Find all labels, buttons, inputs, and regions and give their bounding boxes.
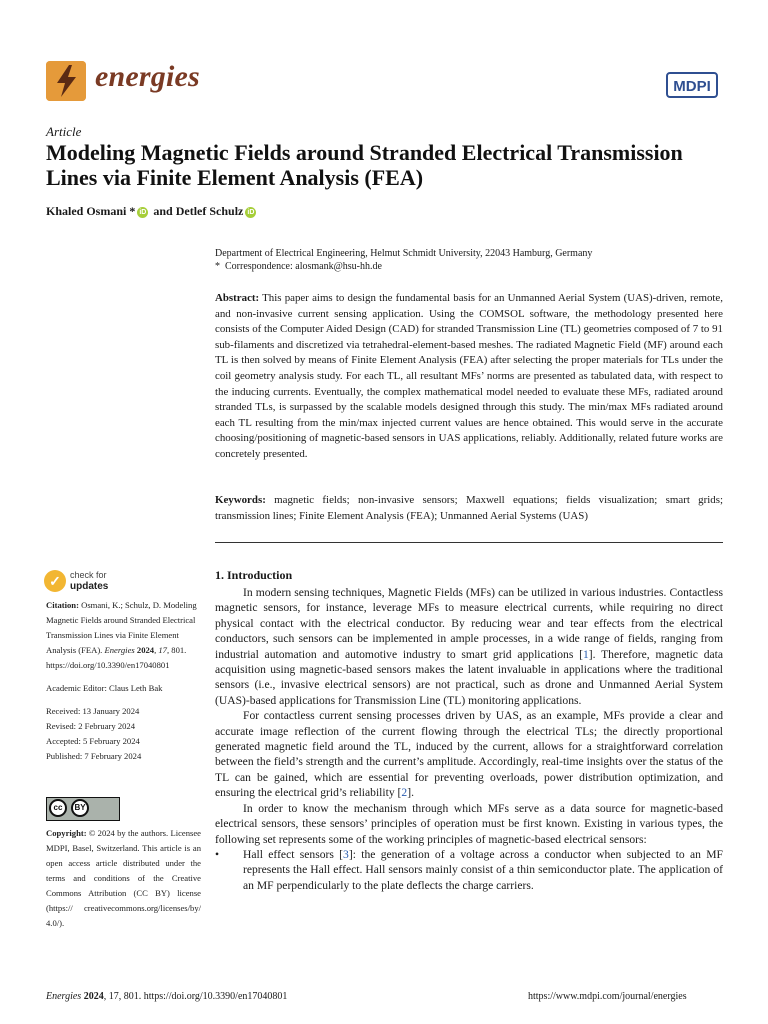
check-line-1: check for	[70, 570, 107, 580]
citation-volume: 17	[158, 645, 167, 655]
cc-by-license-badge[interactable]	[46, 797, 120, 821]
asterisk-marker: *	[215, 261, 225, 272]
check-icon: ✓	[44, 570, 66, 592]
footer-citation	[46, 991, 287, 1002]
article-type: Article	[46, 124, 82, 139]
copyright-label: Copyright:	[46, 828, 87, 838]
author-name[interactable]: Khaled Osmani *	[46, 204, 136, 218]
article-title: Modeling Magnetic Fields around Stranded Electrical Transmission Lines via Finite Element Analysis (FEA)	[46, 140, 683, 190]
author-list	[46, 204, 258, 219]
revised-date: Revised: 2 February 2024	[46, 721, 136, 731]
abstract-text: This paper aims to design the fundamental basis for an Unmanned Aerial System (UAS)-driven, remote, and non-invasive current sensing application. Using the COMSOL software, the methodology presented here consists of the Computer Aided Design (CAD) for stranded Transmission Line (TL) geometries composed of 7 to 91 sub-filaments and discretized via tetrahedral-element-based meshes. The radiated Magnetic Field (MF) around each TL is then solved by means of Finite Element Analysis (FEA) after selecting the proper materials for TLs under the coil geometry analysis study. For each TL, all resultant MFs’ norms are presented as tabulated data, with respect to the inducing currents. Eventually, the complex mathematical model needed to evaluate these MFs, radiated around stranded TLs, is surpassed by the scalable models designed through this study. The min/max MFs radiated around each TL resulting from the min/max injected current values are hence obtained. This would serve in the accurate choosing/positioning of magnetic-based sensors in UAS applications, reliably. Additionally, related future works are concretely presented.	[215, 292, 723, 460]
bullet-text: ]: the generation of a voltage across a conductor when subjected to an MF represents the Hall effect. Hall sensors mainly consist of a thin semiconductor plate. The application of an MF perpendicularly to the plate deflects the charge carriers.	[243, 847, 723, 892]
abstract	[215, 291, 723, 463]
cc-icon: cc	[49, 799, 67, 817]
citation-link[interactable]: 1	[583, 647, 589, 661]
bullet-marker: •	[215, 847, 220, 861]
keywords	[215, 493, 723, 524]
footer-year: 2024	[83, 991, 104, 1002]
journal-logo	[46, 61, 86, 101]
lightning-icon	[46, 61, 86, 101]
citation-year: 2024	[136, 645, 155, 655]
author-separator: and	[150, 204, 176, 218]
paragraph	[215, 585, 723, 708]
divider	[215, 542, 723, 543]
keywords-label: Keywords:	[215, 494, 266, 506]
bullet-item	[215, 847, 723, 893]
paragraph-text: In modern sensing techniques, Magnetic Fields (MFs) can be utilized in various industries. Contactless magnetic sensors, for instance, leverage MFs to measure electrical currents, while requiring no direct physical contact with the electrical conductor. By reducing wear and tear effects from the electrical conductors, such sensors can be implemented in ample processes, in a wide range of fields, ranging from industrial automation and automotive industry to smart grid applications [	[215, 586, 723, 661]
keywords-text: magnetic fields; non-invasive sensors; Maxwell equations; fields visualization; smart grids; transmission lines; Finite Element Analysis (FEA); Unmanned Aerial Systems (UAS)	[215, 494, 723, 522]
citation-text: Osmani, K.; Schulz, D. Modeling Magnetic Fields around Stranded Electrical Transmission Lines via Finite Element Analysis (FEA).	[46, 600, 197, 655]
correspondence	[215, 260, 592, 273]
published-date: Published: 7 February 2024	[46, 751, 142, 761]
orcid-icon[interactable]: iD	[139, 209, 147, 216]
paragraph	[215, 708, 723, 800]
citation: Citation: Osmani, K.; Schulz, D. Modeling Magnetic Fields around Stranded Electrical Transmission Lines via Finite Element Analysis (FEA). Energies 2024, 17, 801. https://doi.org/10.3390/en17040801	[46, 600, 197, 670]
paragraph-text: ]. Therefore, magnetic data acquisition using magnetic-based sensors makes the latent invaluable in applications where the traditional sensors (i.e., invasive electrical sensors) are not practical, such as drone and Unmanned Aerial System (UAS)-based applications for Transmission Line (TL) monitoring applications.	[215, 647, 724, 707]
sidebar	[46, 598, 201, 764]
paragraph-text: For contactless current sensing processes driven by UAS, as an example, MFs provide a clear and accurate image reflection of the current flowing through the electrical TLs; the directly proportional generated magnetic field around the TL, induced by the current, allows for a straightforward correlation between the field’s strength and the current’s amplitude. Accordingly, real-time insights over the status of the TL can be gained, which are essential for preventing overloads, power distribution optimization, and ensuring the electrical grid’s reliability [	[215, 709, 723, 800]
footer-rest[interactable]: , 17, 801. https://doi.org/10.3390/en17040801	[103, 991, 288, 1002]
bullet-text: Hall effect sensors [	[243, 847, 344, 861]
orcid-icon[interactable]: iD	[247, 209, 255, 216]
check-line-2: updates	[70, 581, 109, 592]
journal-name: energies	[95, 60, 200, 93]
publisher-logo: MDPI	[666, 72, 718, 98]
copyright-text: © 2024 by the authors. Licensee MDPI, Basel, Switzerland. This article is an open access article distributed under the terms and conditions of the Creative Commons Attribution (CC BY) license (https:// creativecommons.org/licenses/by/ 4.0/).	[46, 828, 201, 928]
citation-link[interactable]: 3	[343, 847, 349, 861]
footer-journal: Energies	[46, 991, 82, 1002]
abstract-label: Abstract:	[215, 292, 260, 304]
copyright-notice	[46, 826, 201, 931]
accepted-date: Accepted: 5 February 2024	[46, 736, 140, 746]
section-title: 1. Introduction	[215, 568, 293, 582]
paragraph-text: In order to know the mechanism through which MFs serve as a data source for magnetic-based electrical sensors, these sensors’ principles of operation must be first known. Existing in various types, the following set represents some of the working principles of magnetic-based electrical sensors:	[215, 801, 723, 846]
paragraph	[215, 801, 723, 847]
received-date: Received: 13 January 2024	[46, 706, 140, 716]
affiliation: Department of Electrical Engineering, Helmut Schmidt University, 22043 Hamburg, Germany	[215, 248, 593, 259]
by-icon: BY	[71, 799, 89, 817]
author-name[interactable]: Detlef Schulz	[175, 204, 244, 218]
correspondence-text: Correspondence: alosmank@hsu-hh.de	[225, 261, 382, 272]
footer-url[interactable]: https://www.mdpi.com/journal/energies	[528, 991, 687, 1002]
citation-link[interactable]: 2	[401, 786, 408, 800]
affiliation-block	[215, 247, 592, 273]
check-for-updates-badge[interactable]	[44, 570, 154, 594]
paragraph-text: ].	[407, 786, 414, 800]
citation-label: Citation:	[46, 600, 79, 610]
body-text	[215, 585, 723, 893]
citation-doi[interactable]: , 801. https://doi.org/10.3390/en17040801	[46, 645, 187, 670]
academic-editor: Academic Editor: Claus Leth Bak	[46, 683, 163, 693]
citation-journal: Energies	[104, 645, 135, 655]
